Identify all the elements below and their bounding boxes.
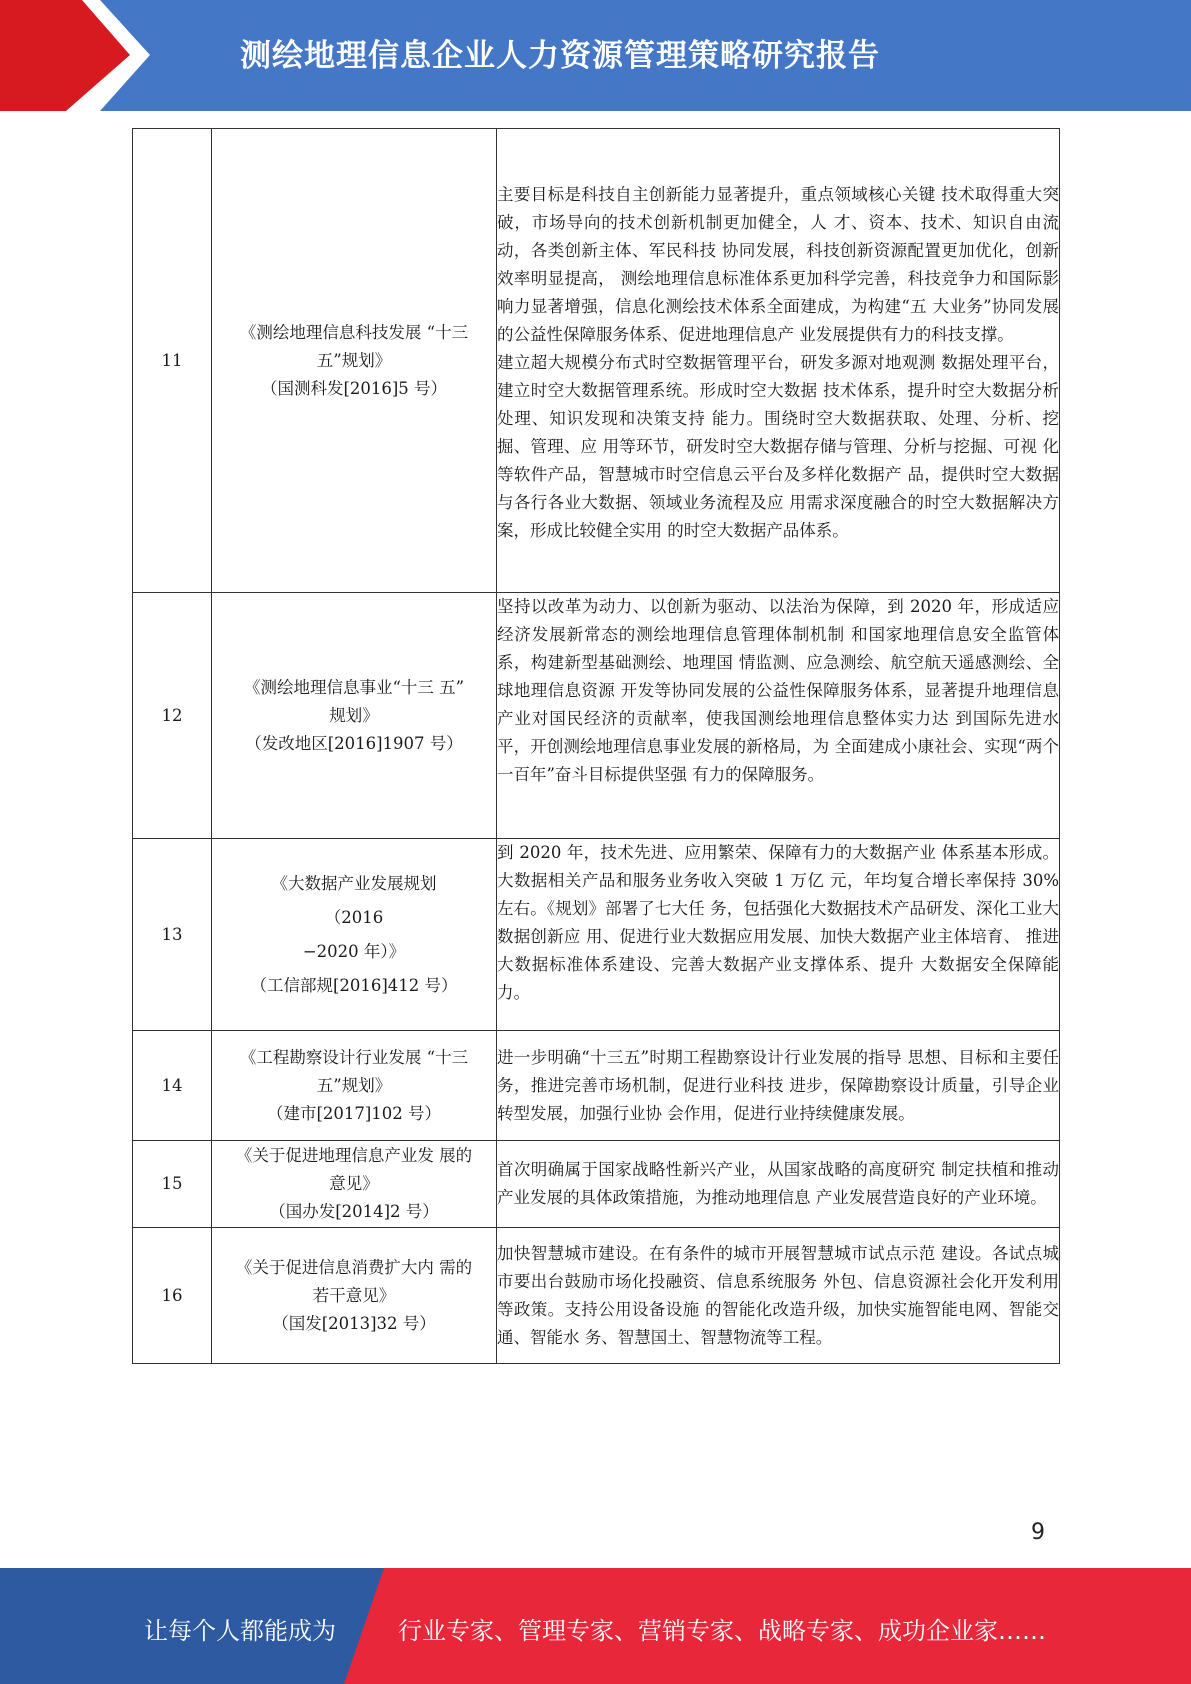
policy-title-line: 《测绘地理信息科技发展 “十三 (239, 322, 469, 342)
policy-title-line: 《大数据产业发展规划 (271, 873, 437, 893)
policy-title-line: 《工程勘察设计行业发展 “十三 (239, 1047, 469, 1067)
content-paragraph: 进一步明确“十三五”时期工程勘察设计行业发展的指导 思想、目标和主要任务，推进完善市场机制，促进行业科技 进步，保障勘察设计质量，引导企业转型发展，加强行业协 会作用，促进行业持续健康发展。 (497, 1047, 1059, 1123)
policy-content (497, 129, 1060, 593)
table-row (133, 593, 1060, 839)
document-title: 测绘地理信息企业人力资源管理策略研究报告 (240, 38, 880, 74)
table-row (133, 1141, 1060, 1228)
policy-title-line: 《关于促进地理信息产业发 展的 (235, 1146, 473, 1165)
policy-title-line: −2020 年）》 (302, 941, 406, 961)
footer-slogan-left: 让每个人都能成为 (144, 1617, 336, 1645)
policy-title-line: 《测绘地理信息事业“十三 五” (243, 677, 465, 697)
table-row (133, 1228, 1060, 1364)
row-number: 14 (133, 1031, 212, 1141)
policy-title-line: 意见》 (329, 1174, 379, 1193)
policy-document-number: （工信部规[2016]412 号） (250, 975, 458, 995)
policy-title (212, 1141, 497, 1228)
policy-title (212, 129, 497, 593)
policy-content (497, 839, 1060, 1031)
policy-title-line: 五”规划》 (316, 1075, 392, 1095)
policy-title-line: 《关于促进信息消费扩大内 需的 (235, 1257, 473, 1277)
policy-document-number: （发改地区[2016]1907 号） (245, 733, 463, 753)
policy-title (212, 839, 497, 1031)
row-number: 13 (133, 839, 212, 1031)
row-number: 15 (133, 1141, 212, 1228)
policy-content (497, 1031, 1060, 1141)
row-number: 12 (133, 593, 212, 839)
policy-document-number: （国测科发[2016]5 号） (260, 378, 448, 398)
content-paragraph: 建立超大规模分布式时空数据管理平台，研发多源对地观测 数据处理平台，建立时空大数据管理系统。形成时空大数据 技术体系，提升时空大数据分析处理、知识发现和决策支持 能力。围绕时空大数据获取、处理、分析、挖掘、管理、应 用等环节，研发时空大数据存储与管理、分析与挖掘、可视 化等软件产品，智慧城市时空信息云平台及多样化数据产 品，提供时空大数据与各行各业大数据、领域业务流程及应 用需求深度融合的时空大数据解决方案，形成比较健全实用 的时空大数据产品体系。 (497, 353, 1059, 540)
page-number: 9 (1031, 1520, 1045, 1545)
policy-title (212, 593, 497, 839)
policy-table (132, 128, 1060, 1364)
row-number: 11 (133, 129, 212, 593)
content-paragraph: 坚持以改革为动力、以创新为驱动、以法治为保障，到 2020 年，形成适应经济发展新常态的测绘地理信息管理体制机制 和国家地理信息安全监管体系，构建新型基础测绘、地理国 情监测、应急测绘、航空航天遥感测绘、全球地理信息资源 开发等协同发展的公益性保障服务体系，显著提升地理信息 产业对国民经济的贡献率，使我国测绘地理信息整体实力达 到国际先进水平，开创测绘地理信息事业发展的新格局，为 全面建成小康社会、实现“两个一百年”奋斗目标提供坚强 有力的保障服务。 (497, 597, 1059, 784)
content-paragraph: 加快智慧城市建设。在有条件的城市开展智慧城市试点示范 建设。各试点城市要出台鼓励市场化投融资、信息系统服务 外包、信息资源社会化开发利用等政策。支持公用设备设施 的智能化改造升级，加快实施智能电网、智能交通、智能水 务、智慧国土、智慧物流等工程。 (497, 1243, 1059, 1347)
row-number: 16 (133, 1228, 212, 1364)
table-row (133, 129, 1060, 593)
policy-title-line: （2016 (324, 907, 384, 927)
policy-title-line: 规划》 (329, 705, 379, 725)
policy-title (212, 1228, 497, 1364)
content-paragraph: 主要目标是科技自主创新能力显著提升，重点领域核心关键 技术取得重大突破，市场导向的技术创新机制更加健全，人 才、资本、技术、知识自由流动，各类创新主体、军民科技 协同发展，科技创新资源配置更加优化，创新效率明显提高， 测绘地理信息标准体系更加科学完善，科技竞争力和国际影 响力显著增强，信息化测绘技术体系全面建成，为构建“五 大业务”协同发展的公益性保障服务体系、促进地理信息产 业发展提供有力的科技支撑。 (497, 185, 1059, 344)
policy-content (497, 1228, 1060, 1364)
table-row (133, 839, 1060, 1031)
policy-document-number: （建市[2017]102 号） (266, 1103, 442, 1123)
table-row (133, 1031, 1060, 1141)
header-banner (0, 0, 1191, 111)
policy-document-number: （国发[2013]32 号） (272, 1313, 436, 1333)
policy-document-number: （国办发[2014]2 号） (269, 1202, 439, 1221)
policy-title-line: 五”规划》 (316, 350, 392, 370)
content-paragraph: 首次明确属于国家战略性新兴产业，从国家战略的高度研究 制定扶植和推动产业发展的具体政策措施，为推动地理信息 产业发展营造良好的产业环境。 (497, 1160, 1059, 1207)
policy-title (212, 1031, 497, 1141)
content-paragraph: 到 2020 年，技术先进、应用繁荣、保障有力的大数据产业 体系基本形成。大数据相关产品和服务业务收入突破 1 万亿 元，年均复合增长率保持 30%左右。《规划》部署了七大任 务，包括强化大数据技术产品研发、深化工业大数据创新应 用、促进行业大数据应用发展、加快大数据产业主体培育、 推进大数据标准体系建设、完善大数据产业支撑体系、提升 大数据安全保障能力。 (497, 843, 1059, 1002)
footer-slogan-right: 行业专家、管理专家、营销专家、战略专家、成功企业家…… (398, 1617, 1046, 1645)
footer-banner (0, 1568, 1191, 1684)
policy-content (497, 593, 1060, 839)
policy-content (497, 1141, 1060, 1228)
policy-title-line: 若干意见》 (312, 1285, 396, 1305)
